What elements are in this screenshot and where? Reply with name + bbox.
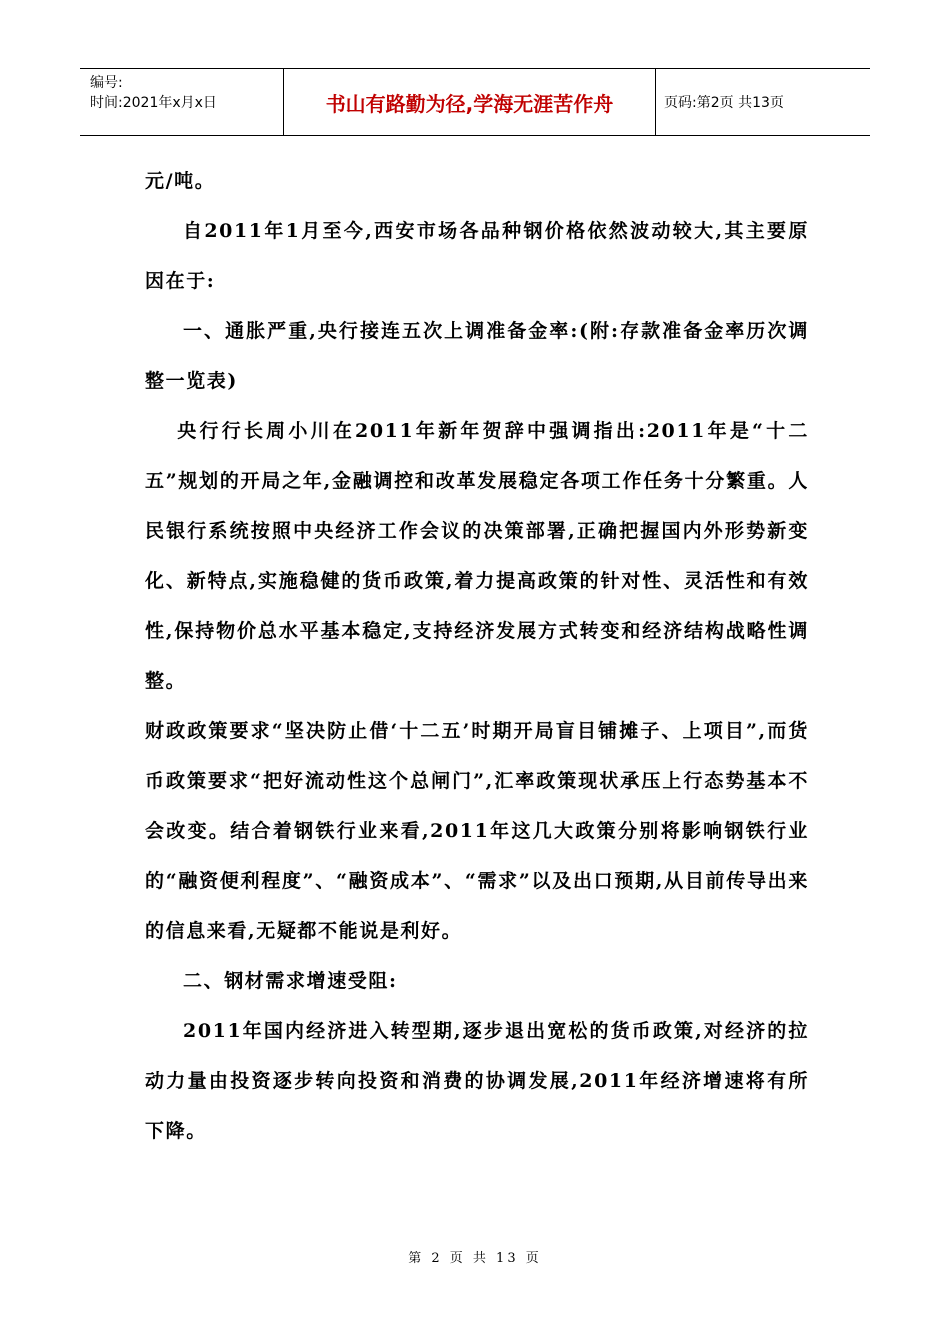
document-number-label: 编号: [90,75,123,91]
section-heading-1: 一、通胀严重,央行接连五次上调准备金率:(附:存款准备金率历次调整一览表) [145,320,809,392]
document-date: 时间:2021年x月x日 [90,95,217,111]
header-meta [80,69,283,135]
header-motto: 书山有路勤为径,学海无涯苦作舟 [283,69,656,135]
paragraph-economy: 2011年国内经济进入转型期,逐步退出宽松的货币政策,对经济的拉动力量由投资逐步转向投资和消费的协调发展,2011年经济增速将有所下降。 [145,1020,809,1142]
header-page-info: 页码:第2页 共13页 [664,95,784,111]
paragraph-intro: 自2011年1月至今,西安市场各品种钢价格依然波动较大,其主要原因在于: [145,220,809,292]
paragraph-fiscal-policy: 财政政策要求“坚决防止借‘十二五’时期开局盲目铺摊子、上项目”,而货币政策要求“把好流动性这个总闸门”,汇率政策现状承压上行态势基本不会改变。结合着钢铁行业来看,2011年这几大政策分别将影响钢铁行业的“融资便利程度”、“融资成本”、“需求”以及出口预期,从目前传导出来的信息来看,无疑都不能说是利好。 [145,720,809,942]
paragraph-continuation: 元/吨。 [145,170,216,192]
page-footer: 第 2 页 共 13 页 [408,1251,542,1266]
section-heading-2: 二、钢材需求增速受阻: [183,970,398,992]
paragraph-central-bank: 央行行长周小川在2011年新年贺辞中强调指出:2011年是“十二五”规划的开局之年,金融调控和改革发展稳定各项工作任务十分繁重。人民银行系统按照中央经济工作会议的决策部署,正确把握国内外形势新变化、新特点,实施稳健的货币政策,着力提高政策的针对性、灵活性和有效性,保持物价总水平基本稳定,支持经济发展方式转变和经济结构战略性调整。 [145,420,809,692]
document-body [145,156,809,1156]
page-header [80,68,870,136]
